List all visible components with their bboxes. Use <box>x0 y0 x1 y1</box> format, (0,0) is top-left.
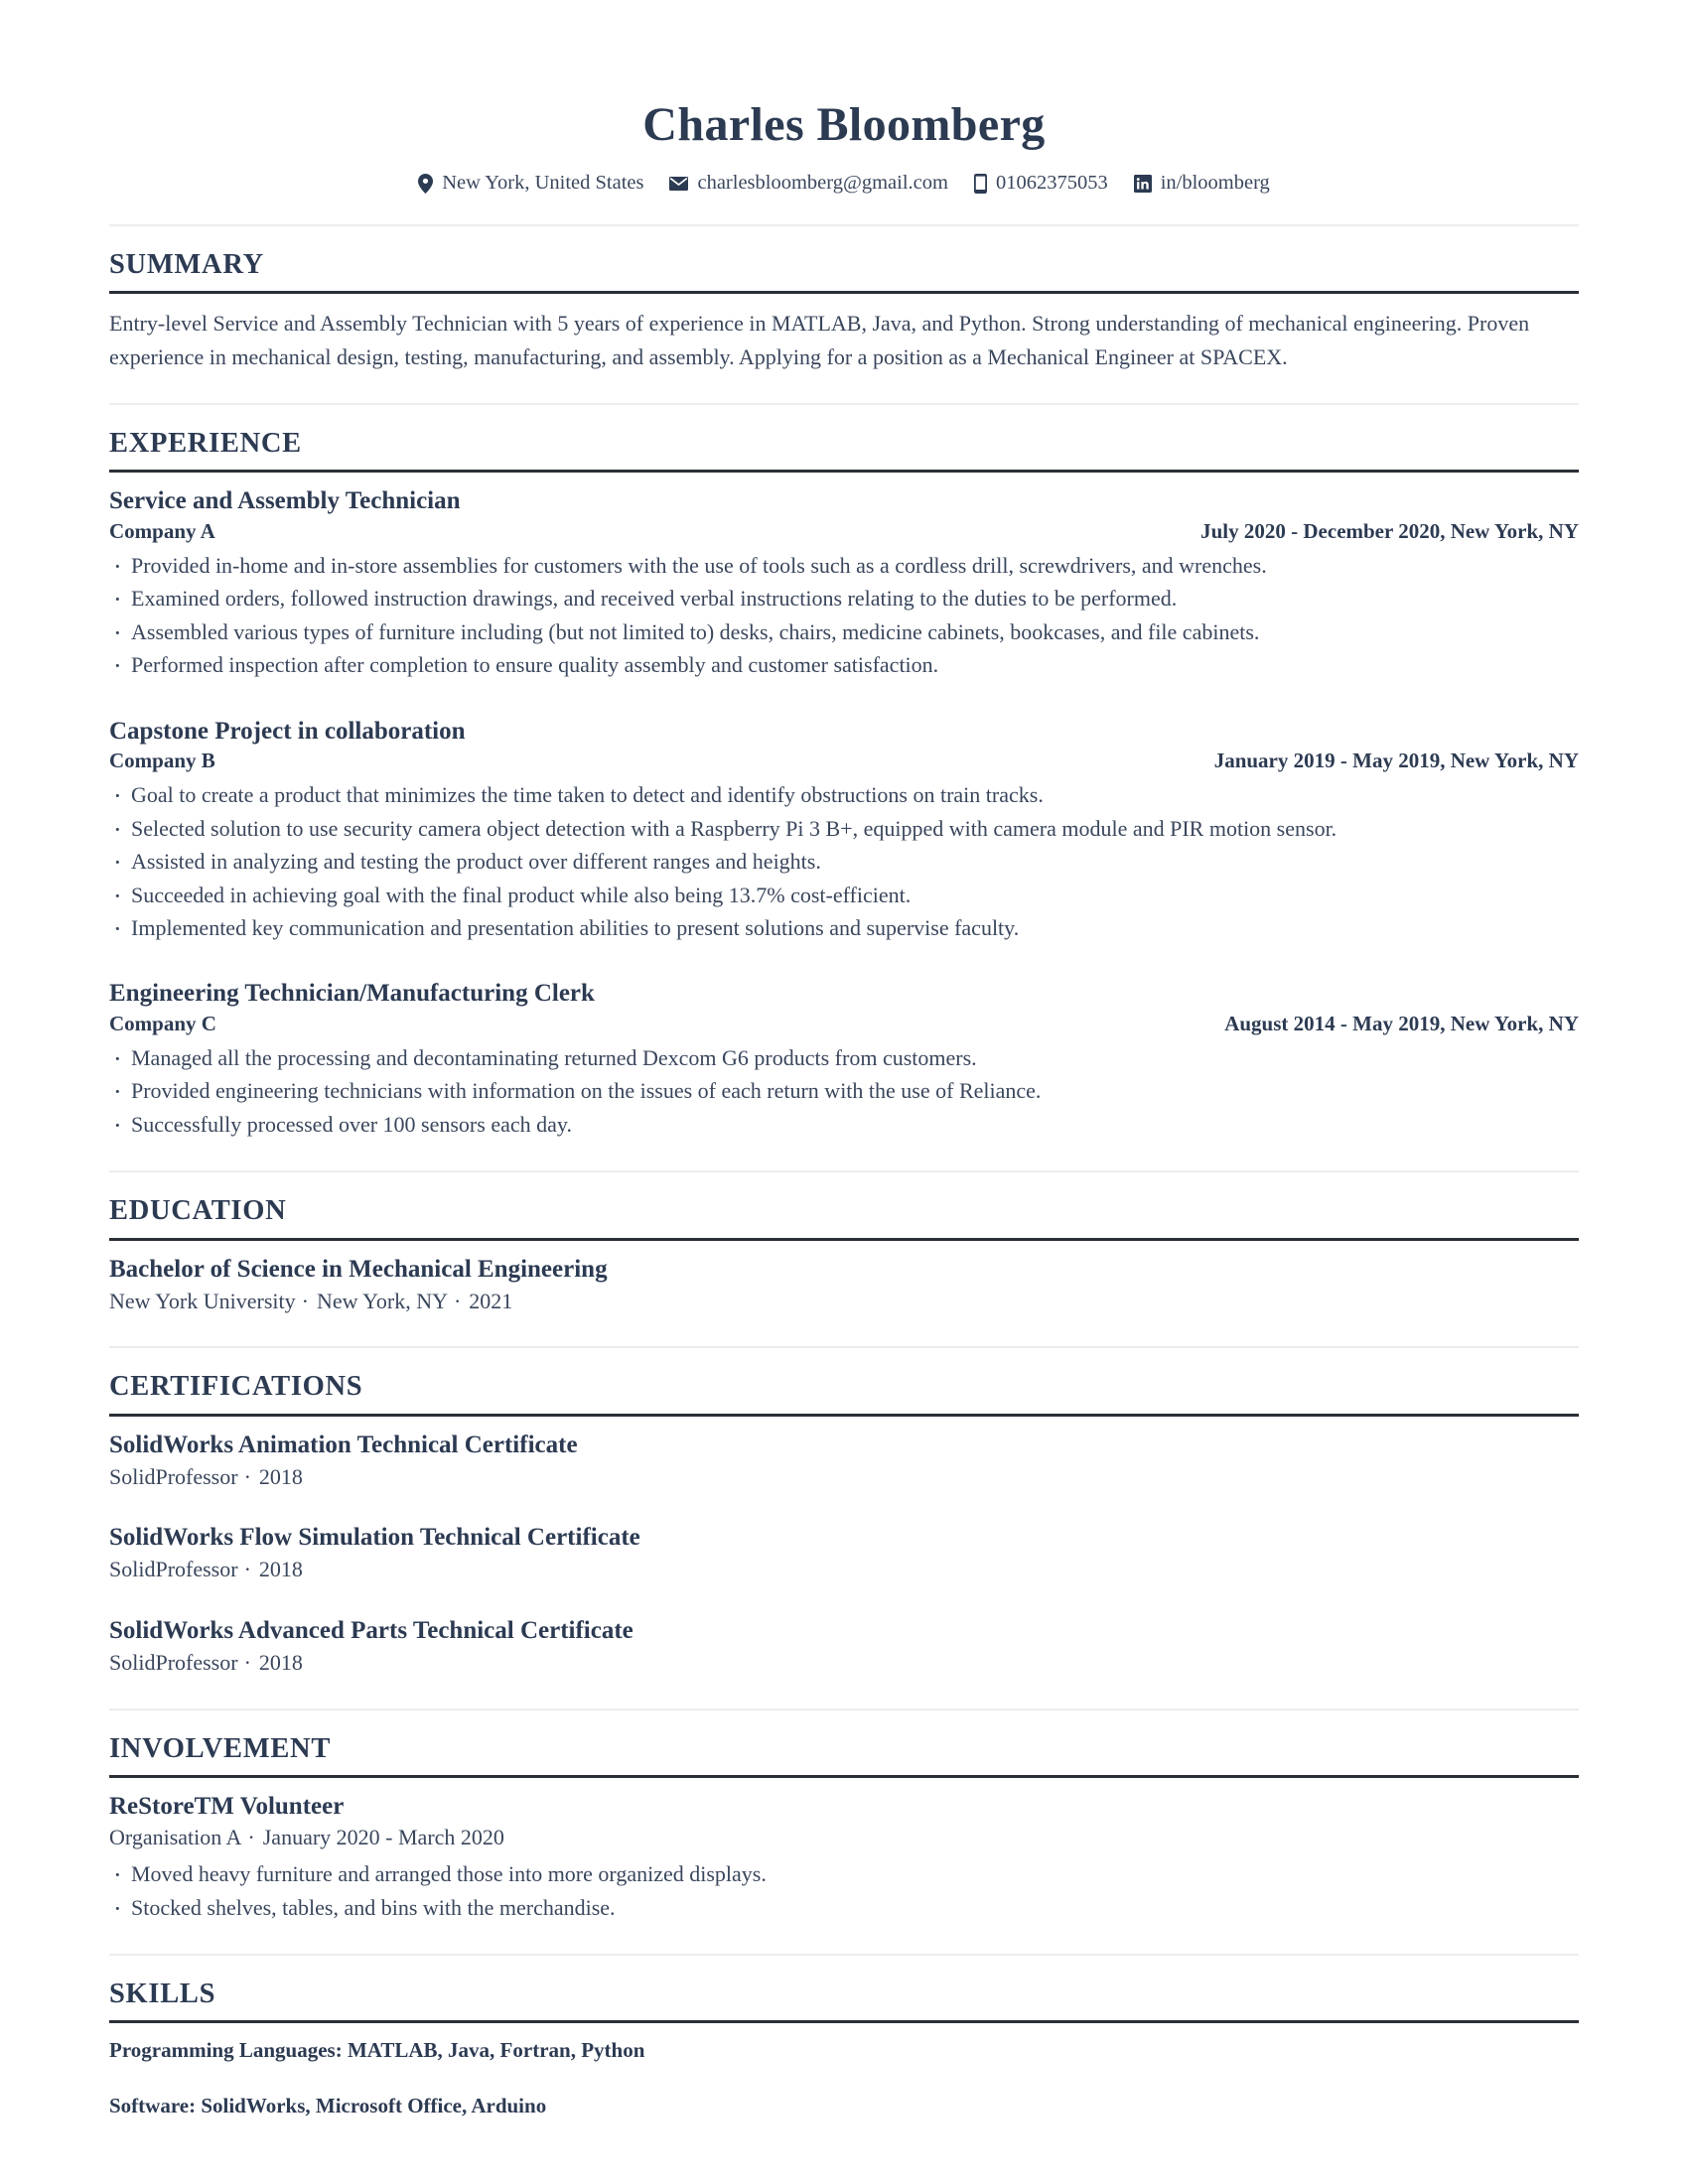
experience-dates: July 2020 - December 2020, New York, NY <box>1200 518 1579 543</box>
experience-role: Engineering Technician/Manufacturing Clerk <box>109 980 595 1008</box>
bullet-item: · Successfully processed over 100 sensors each day. <box>109 1108 1579 1141</box>
education-school: New York University <box>109 1288 296 1313</box>
separator-dot: · <box>243 1557 251 1582</box>
separator-dot: · <box>243 1650 251 1676</box>
experience-role: Capstone Project in collaboration <box>109 717 466 745</box>
skill-line: Software: SolidWorks, Microsoft Office, Arduino <box>109 2093 547 2117</box>
involvement-organisation: Organisation A <box>109 1825 242 1850</box>
education-year: 2021 <box>469 1288 513 1313</box>
section-title-involvement: INVOLVEMENT <box>109 1732 332 1764</box>
experience-meta <box>109 748 1579 774</box>
certification-entry <box>109 1430 1579 1493</box>
bullet-item: · Provided engineering technicians with information on the issues of each return with the use of Reliance. <box>109 1074 1579 1107</box>
separator-dot: · <box>301 1288 309 1313</box>
bullet-item: · Moved heavy furniture and arranged those into more organized displays. <box>109 1857 1579 1890</box>
contact-row <box>109 172 1579 195</box>
contact-location <box>418 172 643 195</box>
bullet-item: · Goal to create a product that minimizes the time taken to detect and identify obstructions on train tracks. <box>109 778 1579 811</box>
bullet-item: · Implemented key communication and presentation abilities to present solutions and supervise faculty. <box>109 911 1579 944</box>
education-divider <box>109 1346 1579 1348</box>
section-rule <box>109 291 1579 294</box>
certification-entry <box>109 1522 1579 1585</box>
section-summary <box>109 248 1579 373</box>
bullet-item: · Stocked shelves, tables, and bins with the merchandise. <box>109 1891 1579 1924</box>
education-subline <box>109 1287 1579 1317</box>
certification-name: SolidWorks Flow Simulation Technical Certificate <box>109 1524 640 1552</box>
summary-text: Entry-level Service and Assembly Technician with 5 years of experience in MATLAB, Java, and Python. Strong understanding of mechanical engineering. Proven experience in mechanical design, testing, manufacturing, and assembly. Applying for a position as a Mechanical Engineer at SPACEX. <box>109 311 1530 369</box>
contact-email[interactable] <box>669 172 947 195</box>
certification-subline <box>109 1648 1579 1679</box>
experience-entry <box>109 978 1579 1141</box>
section-rule <box>109 1238 1579 1241</box>
envelope-icon <box>669 177 688 191</box>
certification-issuer: SolidProfessor <box>109 1463 238 1489</box>
involvement-subline <box>109 1823 1579 1853</box>
resume-header <box>109 97 1579 195</box>
involvement-dates: January 2020 - March 2020 <box>262 1825 504 1850</box>
experience-meta <box>109 1011 1579 1037</box>
section-rule <box>109 1414 1579 1417</box>
certifications-divider <box>109 1708 1579 1710</box>
contact-phone-text: 01062375053 <box>995 172 1108 195</box>
contact-linkedin[interactable] <box>1134 172 1270 195</box>
contact-location-text: New York, United States <box>442 172 644 195</box>
education-degree: Bachelor of Science in Mechanical Engineering <box>109 1255 608 1283</box>
contact-linkedin-text: in/bloomberg <box>1160 172 1270 195</box>
contact-phone <box>974 172 1108 195</box>
experience-entry <box>109 485 1579 681</box>
certification-year: 2018 <box>258 1463 303 1489</box>
section-skills <box>109 1978 1579 2120</box>
involvement-role: ReStoreTM Volunteer <box>109 1793 345 1821</box>
certification-name: SolidWorks Advanced Parts Technical Certificate <box>109 1617 633 1645</box>
experience-company: Company C <box>109 1011 216 1035</box>
section-certifications <box>109 1370 1579 1679</box>
experience-role: Service and Assembly Technician <box>109 487 461 515</box>
section-title-experience: EXPERIENCE <box>109 428 302 460</box>
contact-email-text: charlesbloomberg@gmail.com <box>697 172 948 195</box>
section-rule <box>109 2020 1579 2023</box>
bullet-item: · Performed inspection after completion to ensure quality assembly and customer satisfaction. <box>109 648 1579 681</box>
experience-divider <box>109 1170 1579 1172</box>
certification-entry <box>109 1615 1579 1679</box>
section-title-skills: SKILLS <box>109 1979 216 2009</box>
mobile-phone-icon <box>974 174 987 194</box>
section-rule <box>109 1775 1579 1778</box>
skill-line: Programming Languages: MATLAB, Java, Fortran, Python <box>109 2038 645 2063</box>
experience-meta <box>109 518 1579 545</box>
experience-company: Company A <box>109 518 215 543</box>
candidate-name: Charles Bloomberg <box>642 98 1046 151</box>
bullet-item: · Succeeded in achieving goal with the final product while also being 13.7% cost-efficient. <box>109 879 1579 911</box>
separator-dot: · <box>453 1288 462 1313</box>
experience-dates: January 2019 - May 2019, New York, NY <box>1213 748 1579 772</box>
section-involvement <box>109 1732 1579 1924</box>
section-education <box>109 1194 1579 1316</box>
summary-divider <box>109 403 1579 405</box>
location-pin-icon <box>418 174 433 194</box>
certification-subline <box>109 1555 1579 1585</box>
section-rule <box>109 470 1579 473</box>
bullet-item: · Selected solution to use security camera object detection with a Raspberry Pi 3 B+, equipped with camera module and PIR motion sensor. <box>109 812 1579 845</box>
experience-bullets <box>109 549 1579 682</box>
education-entry <box>109 1254 1579 1317</box>
header-divider <box>109 224 1579 226</box>
section-title-summary: SUMMARY <box>109 249 264 281</box>
education-location: New York, NY <box>316 1288 448 1313</box>
bullet-item: · Provided in-home and in-store assemblies for customers with the use of tools such as a cordless drill, screwdrivers, and wrenches. <box>109 549 1579 582</box>
section-experience <box>109 427 1579 1141</box>
separator-dot: · <box>247 1825 255 1850</box>
involvement-entry <box>109 1791 1579 1924</box>
experience-company: Company B <box>109 748 215 772</box>
bullet-item: · Managed all the processing and decontaminating returned Dexcom G6 products from customers. <box>109 1041 1579 1074</box>
involvement-divider <box>109 1954 1579 1956</box>
bullet-item: · Assembled various types of furniture including (but not limited to) desks, chairs, medicine cabinets, bookcases, and file cabinets. <box>109 615 1579 648</box>
certification-issuer: SolidProfessor <box>109 1650 238 1676</box>
certification-year: 2018 <box>258 1650 303 1676</box>
bullet-item: · Assisted in analyzing and testing the product over different ranges and heights. <box>109 845 1579 878</box>
certification-year: 2018 <box>258 1557 303 1582</box>
certification-name: SolidWorks Animation Technical Certificate <box>109 1431 578 1458</box>
separator-dot: · <box>243 1463 251 1489</box>
section-title-certifications: CERTIFICATIONS <box>109 1371 363 1403</box>
experience-bullets <box>109 778 1579 944</box>
section-title-education: EDUCATION <box>109 1195 287 1227</box>
experience-entry <box>109 716 1579 945</box>
bullet-item: · Examined orders, followed instruction drawings, and received verbal instructions relating to the duties to be performed. <box>109 582 1579 614</box>
certification-subline <box>109 1462 1579 1493</box>
linkedin-icon <box>1134 175 1152 193</box>
involvement-bullets <box>109 1857 1579 1924</box>
experience-dates: August 2014 - May 2019, New York, NY <box>1224 1011 1579 1035</box>
experience-bullets <box>109 1041 1579 1141</box>
certification-issuer: SolidProfessor <box>109 1557 238 1582</box>
